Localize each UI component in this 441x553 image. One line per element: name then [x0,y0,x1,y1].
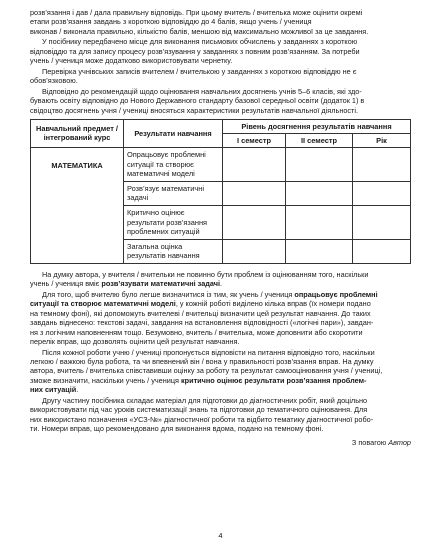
grade-cell [223,239,286,263]
subject-cell: МАТЕМАТИКА [31,147,124,263]
text-line: Відповідно до рекомендацій щодо оцінювання навчальних досягнень учнів 5–6 класів, які здо- [42,86,362,96]
paragraph [30,270,411,289]
paragraph [30,348,411,395]
text-line: легкою / важкою була робота, та чи впевнений він / вона у правильності розв’язання вправ. На думку [30,357,374,366]
grade-cell [286,147,353,181]
text-line: розв’язання і дав / дала правильну відповідь. При цьому вчитель / вчителька може оцінити окремі [30,8,363,17]
paragraph [30,37,411,65]
page-number: 4 [218,531,223,540]
grade-cell [286,239,353,263]
text-line: ситуації та створює математичні моделі, у кожній роботі виділено кілька вправ (їх номери подано [30,299,371,309]
text-line: свідоцтво досягнень учня / учениці вносяться характеристики результатів навчальної діяльності. [30,105,359,115]
grade-cell [223,181,286,205]
signature-author: Автор [388,437,411,447]
grade-cell [223,205,286,239]
text-line: Другу частину посібника складає матеріал для підготовки до діагностичних робіт, який доцільно [42,395,368,405]
result-cell: Розв’язує математичні задачі [124,181,223,205]
paragraph [30,67,411,86]
text-line: У посібнику передбачено місце для виконання письмових обчислень у завданнях з короткою [42,37,358,47]
text-line: Для того, щоб вчителю було легше визначитися із тим, як учень / учениця опрацьовує проблемні [42,289,378,299]
paragraph [30,87,411,115]
header-level: Рівень досягнення результатів навчання [223,119,411,133]
text-line: На думку автора, у вчителя / вчительки не повинно бути проблем із оцінюванням того, наскільки [42,269,369,279]
signature [30,438,411,447]
text-line: обов’язковою. [30,76,78,86]
text-line: зможе визначити, наскільки учень / учениця критично оцінює результати розв’язання проблем- [30,375,367,385]
text-line: виконав / виконала правильно, кількістю балів, меншою від максимально можливої за це завдання. [30,26,369,36]
grade-cell [353,181,411,205]
text-line: етапи розв’язання завдань з короткою відповіддю до 4 балів, якщо учень / учениця [30,17,312,27]
paragraph [30,396,411,434]
header-semester-1: I семестр [223,133,286,147]
header-results: Результати навчання [124,119,223,147]
text-line: них ситуацій. [30,385,79,395]
grade-cell [353,239,411,263]
body-section [30,270,411,434]
text-line: бувають освіту відповідно до Нового Державного стандарту базової середньої освіти (додаток 1) в [30,96,365,106]
header-subject: Навчальний предмет / інтегрований курс [31,119,124,147]
text-line: перелік вправ, що дозволять оцінити цей результат навчання. [30,337,240,347]
text-line: ня з логічним наповненням тощо. Безумовно, вчитель / вчителька, може доповнити або скоротити [30,327,363,337]
grade-cell [286,205,353,239]
result-cell: Опрацьовує проблемні ситуації та створює математичні моделі [124,147,223,181]
text-line: автора, вчитель / вчителька співставивши оцінку за роботу та результат самооцінювання учня / учениці, [30,366,383,376]
text-line: Перевірка учнівських записів вчителем / вчителькою у завданнях з короткою відповіддю не є [42,66,357,76]
text-line: ти. Номери вправ, що рекомендовано для виконання вдома, подано на темному фоні. [30,424,324,434]
grade-cell [353,147,411,181]
text-line: завдань віднесено: текстові задачі, завдання на встановлення відповідності («логічні пари»), завдан- [30,318,374,328]
grade-cell [286,181,353,205]
text-line: на темному фоні), які допоможуть вчителеві / вчительці визначити цей результат навчання. До таких [30,308,371,318]
text-line: Після кожної роботи учню / учениці пропонується відповісти на питання відповідно того, наскільки [42,347,375,357]
grade-cell [353,205,411,239]
signature-prefix: З повагою [351,437,387,447]
text-line: учень / учениця вміє розв’язувати математичні задачі. [30,279,223,289]
paragraph [30,8,411,36]
header-year: Рік [353,133,411,147]
paragraph [30,290,411,347]
results-table [30,119,411,264]
result-cell: Загальна оцінка результатів навчання [124,239,223,263]
text-line: використовувати під час уроків систематизації знань та підготовки до тематичного оцінювання. Для [30,405,368,415]
text-line: них використано позначення «УСЗ-№» діагностичної роботи та відбито тематику діагностичної робо- [30,414,374,424]
intro-section [30,8,411,115]
text-line: учень / учениця може додатково використовувати чернетку. [30,56,233,66]
text-line: відповіддю та для запису процесу розв’язування у завданнях з повним розв’язанням. За потреби [30,46,360,56]
table-row [31,147,411,181]
grade-cell [223,147,286,181]
header-semester-2: II семестр [286,133,353,147]
result-cell: Критично оцінює результати розв’язання проблемних ситуацій [124,205,223,239]
